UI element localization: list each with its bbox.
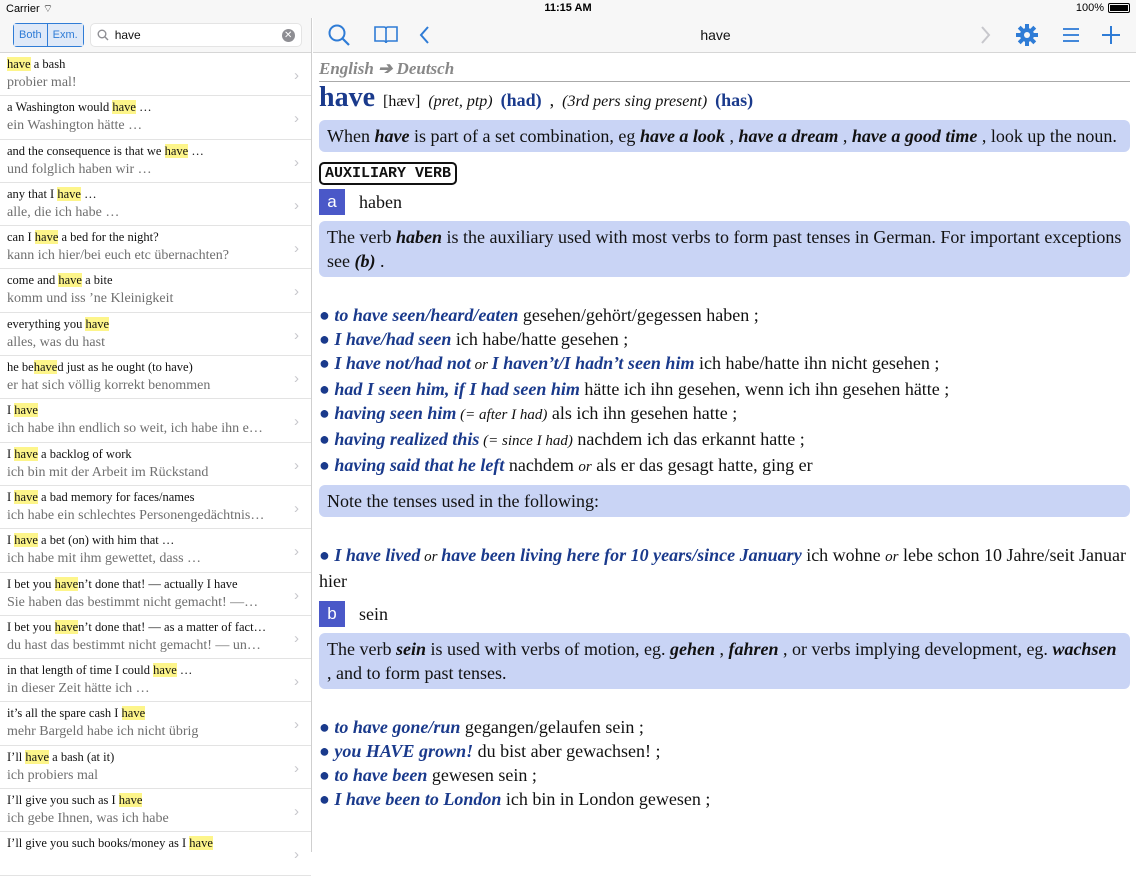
result-text: I bet you [7,619,55,634]
chevron-right-icon: › [294,759,299,777]
list-item[interactable] [0,486,311,529]
status-bar [0,0,1136,18]
list-item[interactable] [0,313,311,356]
result-english [7,832,285,852]
example-gloss: (= since I had) [479,433,573,449]
chevron-right-icon: › [294,499,299,517]
result-text: a bet (on) with him that … [37,533,175,548]
part-of-speech: AUXILIARY VERB [319,162,457,185]
list-item[interactable] [0,573,311,616]
grammar-note: (3rd pers sing present) [562,93,708,110]
result-english [7,269,285,289]
chevron-right-icon: › [294,326,299,344]
chevron-right-icon: › [294,846,299,864]
example [319,715,1130,739]
list-item[interactable] [0,529,311,572]
chevron-right-icon: › [294,803,299,821]
result-text: a bad memory for faces/names [37,489,195,504]
sense-a [319,189,1130,215]
example-source: I have been to London [334,789,502,809]
result-text: in that length of time I could [7,663,154,678]
bullet-icon: ● [319,741,335,761]
chevron-right-icon: › [294,413,299,431]
result-german: ich probiers mal [7,767,98,783]
list-item[interactable] [0,356,311,399]
result-english [7,313,285,333]
headword: have [319,82,375,113]
list-item[interactable] [0,616,311,659]
result-english [7,746,285,766]
result-text: I bet you [7,576,55,591]
example-translation: gesehen/gehört/gegessen haben ; [518,305,759,325]
search-highlight: have [189,836,213,851]
result-german: du hast das bestimmt nicht gemacht! — un… [7,637,261,653]
forward-icon[interactable] [977,22,993,48]
search-text: have [114,28,141,42]
wifi-icon: ⌔ [42,3,54,15]
list-item[interactable] [0,746,311,789]
usage-note: The verb sein is used with verbs of motion, eg. gehen , fahren , or verbs implying development, eg. wachsen , and to form past tenses. [319,633,1130,689]
result-english [7,443,285,463]
result-text: I’ll [7,749,26,764]
chevron-right-icon: › [294,110,299,128]
usage-note: When have is part of a set combination, eg have a look , have a dream , have a good time , look up the noun. [319,120,1130,152]
result-german: probier mal! [7,75,77,90]
clock: 11:15 AM [544,2,592,14]
search-highlight: have [54,619,79,634]
result-text: and the consequence is that we [7,143,165,158]
result-german: in dieser Zeit hätte ich … [7,681,150,697]
result-text: come and [7,273,59,288]
example-translation: ich habe/hatte gesehen ; [451,329,629,349]
result-text: … [80,186,97,201]
search-highlight: have [58,273,82,288]
example-gloss: or [470,357,492,373]
chevron-right-icon: › [294,67,299,84]
example-translation: hätte ich ihn gesehen, wenn ich ihn gesehen hätte ; [579,379,950,399]
result-english [7,53,285,73]
result-german: ein Washington hätte … [7,118,143,134]
search-icon [97,29,109,41]
seg-examples[interactable]: Exm. [47,24,83,46]
example [319,453,1130,479]
bullet-icon: ● [319,717,335,737]
result-english [7,96,285,116]
sense-badge: b [319,601,345,627]
search-highlight: have [121,706,146,721]
result-text: … [135,100,152,115]
result-english [7,702,285,722]
chevron-right-icon: › [294,240,299,258]
result-english [7,573,285,593]
example-source: I have/had seen [334,329,452,349]
chevron-right-icon: › [294,716,299,734]
chevron-right-icon: › [294,586,299,604]
usage-note: Note the tenses used in the following: [319,485,1130,517]
chevron-right-icon: › [294,153,299,171]
bullet-icon: ● [319,329,335,349]
example-source: had I seen him, if I had seen him [334,379,580,399]
result-text: n’t done that! — actually I have [78,576,238,591]
search-highlight: have [14,533,38,548]
list-item[interactable] [0,659,311,702]
examples-a [319,303,1130,479]
list-item[interactable] [0,226,311,269]
result-text: a Washington would [7,100,113,115]
headword-line [319,82,1130,114]
result-text: I [7,533,15,548]
entry-title: have [700,27,731,43]
language-direction: English ➔ Deutsch [319,57,1130,82]
search-highlight: have [164,143,189,158]
examples-b [319,715,1130,811]
bullet-icon: ● [319,379,335,399]
result-english [7,529,285,549]
example [319,401,1130,427]
scope-segmented-control[interactable] [13,23,84,47]
example-source: to have been [334,765,428,785]
example [319,351,1130,377]
result-german: mehr Bargeld habe ich nicht übrig [7,724,199,740]
search-highlight: have [25,749,50,764]
form-link-had[interactable]: (had) [500,90,542,110]
sense-translation: haben [359,192,402,212]
example-source: having said that he left [334,455,505,475]
carrier-label: Carrier ⌔ [6,3,54,15]
list-item[interactable] [0,269,311,312]
result-german: ich habe ihn endlich so weit, ich habe ihn e… [7,421,263,437]
result-text: … [176,663,193,678]
sense-translation: sein [359,604,388,624]
result-text: a backlog of work [37,446,132,461]
result-german: ich bin mit der Arbeit im Rückstand [7,464,209,480]
result-english [7,399,285,419]
example [319,327,1130,351]
battery-icon [1108,3,1130,13]
sense-badge: a [319,189,345,215]
example [319,787,1130,811]
result-german: und folglich haben wir … [7,161,152,177]
example-translation: ich habe/hatte ihn nicht gesehen ; [694,353,940,373]
bullet-icon: ● [319,429,335,449]
result-german: ich habe ein schlechtes Personengedächtnis… [7,507,265,523]
result-english [7,183,285,203]
bullet-icon: ● [319,353,335,373]
result-text: I’ll give you such books/money as I [7,836,190,851]
bullet-icon: ● [319,765,335,785]
search-highlight: have [7,57,31,71]
list-icon[interactable] [1061,22,1081,48]
list-item[interactable] [0,399,311,442]
example [319,303,1130,327]
result-german: er hat sich völlig korrekt benommen [7,378,211,394]
result-english [7,616,285,636]
results-pane [0,18,312,864]
list-item[interactable] [0,183,311,226]
result-german: Sie haben das bestimmt nicht gemacht! —… [7,594,259,610]
search-highlight: have [14,489,38,504]
search-highlight: have [54,576,79,591]
result-text: a bash [30,57,66,71]
clear-icon[interactable]: ✕ [282,29,295,42]
example-translation: ich bin in London gewesen ; [501,789,711,809]
result-text: he be [7,360,34,375]
bullet-icon: ● [319,455,335,475]
result-german: komm und iss ’ne Kleinigkeit [7,291,174,307]
gear-icon[interactable] [1015,22,1039,48]
result-english [7,789,285,809]
search-highlight: have [112,100,136,115]
search-highlight: have [153,663,177,678]
entry-toolbar [313,18,1136,53]
result-german: alles, was du hast [7,334,105,350]
example-translation: als ich ihn gesehen hatte ; [547,403,738,423]
pronunciation: [hæv] [383,93,421,110]
result-english [7,140,285,160]
search-toolbar [0,18,311,53]
search-highlight: have [33,360,58,375]
result-text: I [7,403,15,418]
result-text: a bed for the night? [58,230,159,245]
result-english [7,356,285,376]
bullet-icon: ● [319,403,335,423]
result-text: any that I [7,186,58,201]
result-german: alle, die ich habe … [7,204,120,220]
grammar-note: (pret, ptp) [428,93,493,110]
example-translation: gewesen sein ; [427,765,537,785]
chevron-right-icon: › [294,283,299,301]
example-source: you HAVE grown! [334,741,474,761]
search-highlight: have [14,403,38,418]
chevron-right-icon: › [294,370,299,388]
list-item[interactable] [0,832,311,875]
example-translation: nachdem ich das erkannt hatte ; [572,429,805,449]
result-english [7,226,285,246]
result-text: a bash (at it) [49,749,115,764]
chevron-right-icon: › [294,543,299,561]
seg-both[interactable]: Both [14,24,47,46]
result-text: n’t done that! — as a matter of fact… [78,619,267,634]
list-item[interactable] [0,789,311,832]
list-item[interactable] [0,702,311,745]
example [319,377,1130,401]
example-translation: gegangen/gelaufen sein ; [460,717,644,737]
search-input[interactable] [90,23,302,47]
sense-b [319,601,1130,627]
list-item[interactable] [0,96,311,139]
result-text: can I [7,230,35,245]
result-text: I [7,489,15,504]
chevron-right-icon: › [294,629,299,647]
example-translation: nachdem [504,455,579,475]
result-german: ich habe mit ihm gewettet, dass … [7,551,202,567]
example-source: to have gone/run [334,717,461,737]
battery-status: 100% [1076,2,1130,14]
example [319,739,1130,763]
search-highlight: have [118,793,143,808]
result-text: a bite [81,273,113,288]
result-english [7,486,285,506]
result-text: it’s all the spare cash I [7,706,122,721]
list-item[interactable] [0,53,311,96]
add-icon[interactable] [1101,22,1121,48]
result-text: everything you [7,316,86,331]
result-text: … [188,143,204,158]
entry-content [313,53,1136,811]
list-item[interactable] [0,443,311,486]
separator: , [549,90,555,110]
example-gloss: (= after I had) [456,407,548,423]
example-source: I haven’t/I hadn’t seen him [491,353,695,373]
list-item[interactable] [0,140,311,183]
example [319,427,1130,453]
example-translation: als er das gesagt hatte, ging er [591,455,813,475]
example-source: I have not/had not [334,353,471,373]
search-highlight: have [85,316,110,331]
search-highlight: have [14,446,38,461]
form-link-has[interactable]: (has) [715,90,754,110]
search-highlight: have [34,230,59,245]
entry-pane [313,18,1136,852]
result-text: d just as he ought (to have) [57,360,193,375]
example-source: to have seen/heard/eaten [334,305,519,325]
results-list [0,53,311,876]
result-german: ich gebe Ihnen, was ich habe [7,811,169,827]
example-source: having realized this [334,429,480,449]
chevron-right-icon: › [294,196,299,214]
result-text: I’ll give you such as I [7,793,119,808]
bullet-icon: ● [319,789,335,809]
bullet-icon: ● [319,305,335,325]
example-gloss: or [578,459,592,475]
example-source: having seen him [334,403,457,423]
usage-note: The verb haben is the auxiliary used with most verbs to form past tenses in German. For important exceptions see (b) . [319,221,1130,277]
example [319,763,1130,787]
result-text: I [7,446,15,461]
result-german: kann ich hier/bei euch etc übernachten? [7,248,229,264]
chevron-right-icon: › [294,456,299,474]
chevron-right-icon: › [294,673,299,691]
example: ● I have lived or have been living here for 10 years/since January ich wohne or lebe schon 10 Jahre/seit Januar hier [319,545,1126,591]
example-translation: du bist aber gewachsen! ; [473,741,661,761]
result-english [7,659,285,679]
search-highlight: have [57,186,81,201]
